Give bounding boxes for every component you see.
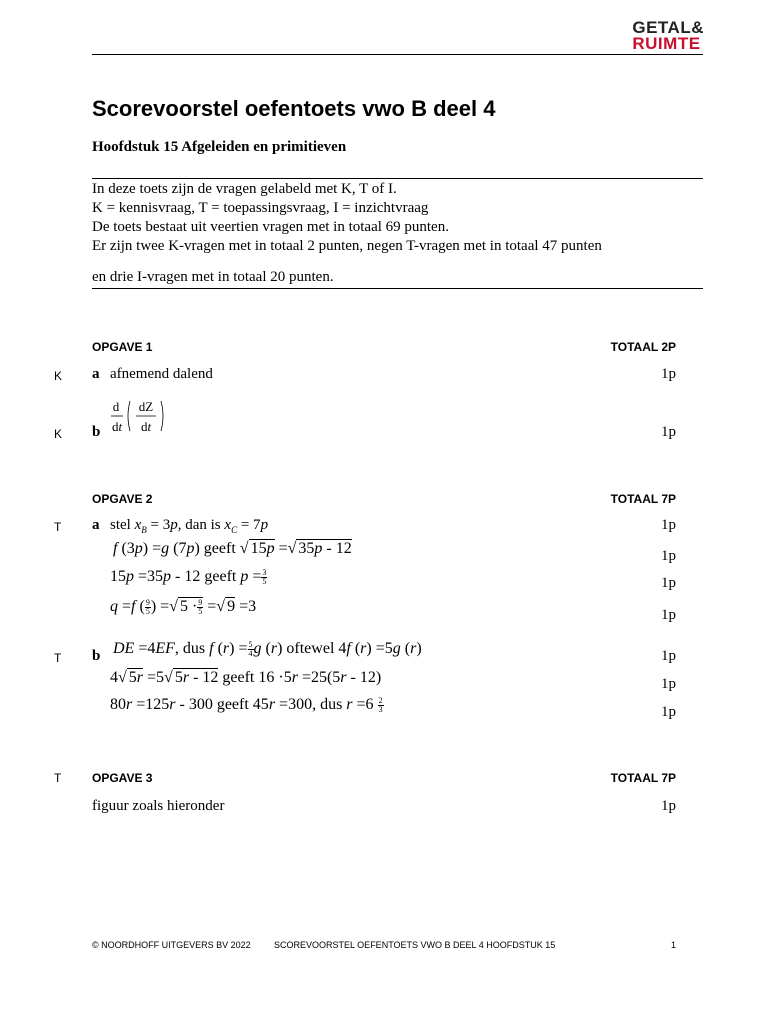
opgave-1a-level: K xyxy=(54,369,63,383)
opgave-1b-level: K xyxy=(54,427,63,441)
logo-line-2: RUIMTE xyxy=(632,34,701,53)
intro-line-1: In deze toets zijn de vragen gelabeld met K, T of I. xyxy=(92,181,397,197)
footer-document-title: SCOREVOORSTEL OEFENTOETS VWO B DEEL 4 HOOFDSTUK 15 xyxy=(274,940,556,950)
opgave-1-total: TOTAAL 2P xyxy=(610,340,676,354)
opgave-2a-points-2: 1p xyxy=(661,548,676,564)
footer-copyright: © NOORDHOFF UITGEVERS BV 2022 xyxy=(92,940,251,950)
opgave-2a-step-1: stel $x_B = 3p$, dan is $x_C = 7p$ xyxy=(110,517,269,535)
opgave-1a-answer: afnemend dalend xyxy=(110,366,213,382)
opgave-2b-points-2: 1p xyxy=(661,676,676,692)
opgave-2b-step-2: 4√ 5r =5√ 5r - 12 geeft 16 ·5r =25(5r - 12) xyxy=(110,669,382,686)
opgave-3-points: 1p xyxy=(661,798,676,814)
opgave-1b-derivative-formula xyxy=(108,396,170,438)
intro-bottom-rule xyxy=(92,288,703,289)
opgave-2b-points-3: 1p xyxy=(661,704,676,720)
svg-text:dt: dt xyxy=(140,419,152,434)
logo-line-1: GETAL& xyxy=(632,18,704,37)
opgave-1b-points: 1p xyxy=(661,424,676,440)
opgave-2a-step-2: f (3p) =g (7p) geeft √ 15p =√ 35p - 12 xyxy=(113,540,352,557)
opgave-2b-step-3: 80r =125r - 300 geeft 45r =300, dus r =6 $\frac{2}{3}$ xyxy=(110,695,383,714)
opgave-1a-points: 1p xyxy=(661,366,676,382)
intro-line-2: K = kennisvraag, T = toepassingsvraag, I = inzichtvraag xyxy=(92,200,429,216)
opgave-2a-points-3: 1p xyxy=(661,575,676,591)
opgave-3-total: TOTAAL 7P xyxy=(610,771,676,785)
page-title: Scorevoorstel oefentoets vwo B deel 4 xyxy=(92,96,496,121)
opgave-3-answer: figuur zoals hieronder xyxy=(92,798,225,814)
header-rule xyxy=(92,54,703,55)
opgave-2b-level: T xyxy=(54,651,62,665)
opgave-1-heading: OPGAVE 1 xyxy=(92,340,153,354)
opgave-2a-level: T xyxy=(54,520,62,534)
opgave-3-heading: OPGAVE 3 xyxy=(92,771,153,785)
opgave-2a-step-3: 15p =35p - 12 geeft p = $\frac{3}{5}$ xyxy=(110,567,267,586)
opgave-2b-points-1: 1p xyxy=(661,648,676,664)
intro-line-4: Er zijn twee K-vragen met in totaal 2 punten, negen T-vragen met in totaal 47 punten xyxy=(92,238,602,254)
opgave-3-level: T xyxy=(54,771,62,785)
opgave-1a-label: a xyxy=(92,366,100,382)
chapter-subtitle: Hoofdstuk 15 Afgeleiden en primitieven xyxy=(92,139,347,155)
opgave-2a-step-4: q =f ( $\frac{9}{5}$ ) =√ 5 · $\frac{9}{5}$ =√ 9 =3 xyxy=(110,597,257,616)
svg-text:dZ: dZ xyxy=(138,399,154,414)
footer-page-number: 1 xyxy=(670,940,676,950)
svg-text:dt: dt xyxy=(111,419,123,434)
intro-top-rule xyxy=(92,178,703,179)
opgave-2a-points-4: 1p xyxy=(661,607,676,623)
svg-text:d: d xyxy=(112,399,120,414)
intro-line-5: en drie I-vragen met in totaal 20 punten. xyxy=(92,269,334,285)
intro-line-3: De toets bestaat uit veertien vragen met in totaal 69 punten. xyxy=(92,219,449,235)
opgave-2a-points-1: 1p xyxy=(661,517,676,533)
publisher-logo xyxy=(632,20,704,52)
opgave-2a-label: a xyxy=(92,517,100,533)
opgave-2b-label: b xyxy=(92,648,101,664)
opgave-2-heading: OPGAVE 2 xyxy=(92,492,153,506)
opgave-2b-step-1: DE =4EF, dus f (r) = $\frac{5}{4}$ g (r) oftewel 4f (r) =5g (r) xyxy=(113,639,422,658)
opgave-2-total: TOTAAL 7P xyxy=(610,492,676,506)
opgave-1b-label: b xyxy=(92,424,101,440)
